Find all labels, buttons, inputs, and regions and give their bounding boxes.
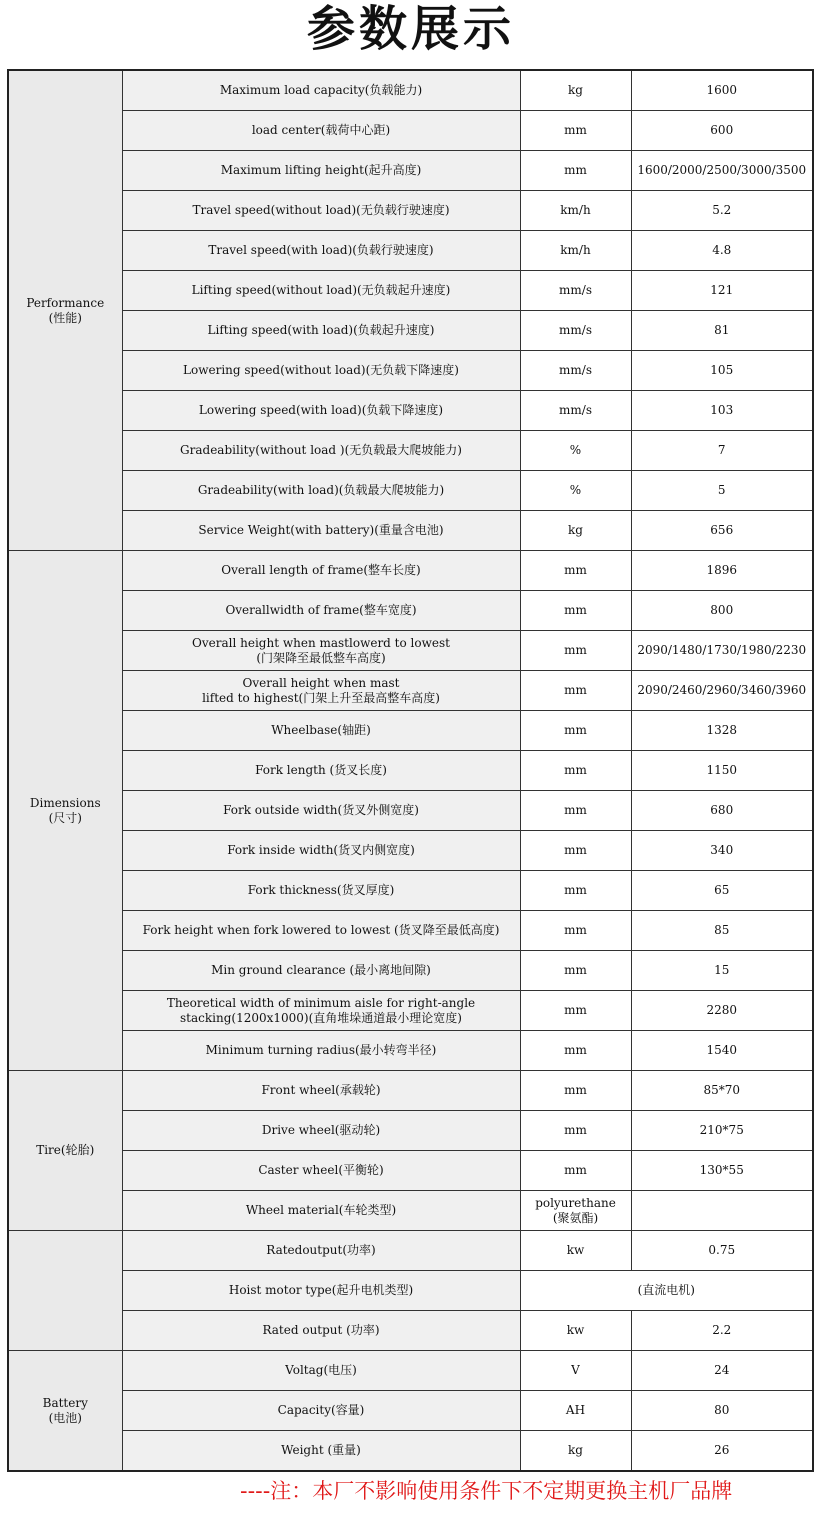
unit-cell: mm — [520, 631, 631, 671]
spec-row — [8, 1231, 813, 1271]
unit-cell: kw — [520, 1311, 631, 1351]
spec-row — [8, 1071, 813, 1111]
unit-cell: mm/s — [520, 391, 631, 431]
value-cell: 7 — [631, 431, 813, 471]
parameter-cell: Minimum turning radius(最小转弯半径) — [122, 1031, 520, 1071]
value-cell: 105 — [631, 351, 813, 391]
unit-cell: mm — [520, 1071, 631, 1111]
parameter-cell: Wheel material(车轮类型) — [122, 1191, 520, 1231]
spec-row — [8, 391, 813, 431]
unit-cell: mm — [520, 1111, 631, 1151]
parameter-cell: Maximum load capacity(负载能力) — [122, 70, 520, 111]
unit-cell: mm — [520, 151, 631, 191]
value-cell: 65 — [631, 871, 813, 911]
value-cell: 1150 — [631, 751, 813, 791]
parameter-cell: Gradeability(with load)(负载最大爬坡能力) — [122, 471, 520, 511]
unit-cell: mm/s — [520, 351, 631, 391]
spec-row — [8, 1191, 813, 1231]
value-cell: 600 — [631, 111, 813, 151]
parameter-cell: Service Weight(with battery)(重量含电池) — [122, 511, 520, 551]
parameter-cell: Lowering speed(without load)(无负载下降速度) — [122, 351, 520, 391]
spec-row — [8, 70, 813, 111]
parameter-cell: Lowering speed(with load)(负载下降速度) — [122, 391, 520, 431]
parameter-cell: Overall height when mast lifted to highest(门架上升至最高整车高度) — [122, 671, 520, 711]
value-cell: 15 — [631, 951, 813, 991]
unit-cell: mm — [520, 791, 631, 831]
category-cell: Dimensions (尺寸) — [8, 551, 122, 1071]
spec-row — [8, 1311, 813, 1351]
value-cell: 1600 — [631, 70, 813, 111]
spec-row — [8, 471, 813, 511]
spec-row — [8, 631, 813, 671]
unit-cell: AH — [520, 1391, 631, 1431]
parameter-cell: Travel speed(without load)(无负载行驶速度) — [122, 191, 520, 231]
spec-row — [8, 591, 813, 631]
parameter-cell: Fork thickness(货叉厚度) — [122, 871, 520, 911]
spec-row — [8, 111, 813, 151]
unit-cell: mm — [520, 551, 631, 591]
merged-value-cell: (直流电机) — [520, 1271, 813, 1311]
unit-cell: V — [520, 1351, 631, 1391]
value-cell: 80 — [631, 1391, 813, 1431]
value-cell: 85 — [631, 911, 813, 951]
unit-cell: mm — [520, 671, 631, 711]
unit-cell: % — [520, 471, 631, 511]
spec-row — [8, 151, 813, 191]
parameter-cell: Overall length of frame(整车长度) — [122, 551, 520, 591]
unit-cell: mm — [520, 831, 631, 871]
value-cell: 210*75 — [631, 1111, 813, 1151]
value-cell: 24 — [631, 1351, 813, 1391]
parameter-cell: Fork height when fork lowered to lowest (货叉降至最低高度) — [122, 911, 520, 951]
spec-row — [8, 511, 813, 551]
value-cell: 5 — [631, 471, 813, 511]
unit-cell: mm/s — [520, 311, 631, 351]
value-cell: 800 — [631, 591, 813, 631]
footer-note: ----注：本厂不影响使用条件下不定期更换主机厂品牌 — [240, 1479, 733, 1503]
unit-cell: mm — [520, 591, 631, 631]
parameter-cell: Rated output (功率) — [122, 1311, 520, 1351]
unit-cell: polyurethane (聚氨酯) — [520, 1191, 631, 1231]
value-cell: 2.2 — [631, 1311, 813, 1351]
parameter-cell: Fork inside width(货叉内侧宽度) — [122, 831, 520, 871]
unit-cell: mm — [520, 871, 631, 911]
spec-row — [8, 551, 813, 591]
spec-row — [8, 831, 813, 871]
spec-row — [8, 951, 813, 991]
spec-table — [7, 69, 814, 1472]
parameter-cell: Hoist motor type(起升电机类型) — [122, 1271, 520, 1311]
parameter-cell: Wheelbase(轴距) — [122, 711, 520, 751]
spec-row — [8, 1391, 813, 1431]
spec-row — [8, 431, 813, 471]
unit-cell: kg — [520, 70, 631, 111]
unit-cell: kg — [520, 1431, 631, 1472]
value-cell: 85*70 — [631, 1071, 813, 1111]
value-cell: 130*55 — [631, 1151, 813, 1191]
unit-cell: km/h — [520, 191, 631, 231]
parameter-cell: Caster wheel(平衡轮) — [122, 1151, 520, 1191]
spec-row — [8, 231, 813, 271]
value-cell: 2090/2460/2960/3460/3960 — [631, 671, 813, 711]
spec-row — [8, 191, 813, 231]
spec-row — [8, 791, 813, 831]
parameter-cell: Fork length (货叉长度) — [122, 751, 520, 791]
cut-off-text-line — [240, 1516, 800, 1524]
value-cell: 2090/1480/1730/1980/2230 — [631, 631, 813, 671]
spec-row — [8, 991, 813, 1031]
parameter-cell: Overall height when mastlowerd to lowest (门架降至最低整车高度) — [122, 631, 520, 671]
value-cell: 103 — [631, 391, 813, 431]
parameter-cell: Drive wheel(驱动轮) — [122, 1111, 520, 1151]
unit-cell: mm — [520, 951, 631, 991]
value-cell: 1896 — [631, 551, 813, 591]
parameter-cell: Theoretical width of minimum aisle for right-angle stacking(1200x1000)(直角堆垛通道最小理论宽度) — [122, 991, 520, 1031]
unit-cell: mm — [520, 1151, 631, 1191]
spec-row — [8, 1431, 813, 1472]
value-cell: 5.2 — [631, 191, 813, 231]
unit-cell: mm — [520, 991, 631, 1031]
spec-row — [8, 711, 813, 751]
parameter-cell: Travel speed(with load)(负载行驶速度) — [122, 231, 520, 271]
value-cell: 0.75 — [631, 1231, 813, 1271]
value-cell: 1328 — [631, 711, 813, 751]
category-cell — [8, 1231, 122, 1351]
parameter-cell: load center(载荷中心距) — [122, 111, 520, 151]
unit-cell: kw — [520, 1231, 631, 1271]
unit-cell: mm — [520, 111, 631, 151]
parameter-cell: Lifting speed(with load)(负载起升速度) — [122, 311, 520, 351]
parameter-cell: Maximum lifting height(起升高度) — [122, 151, 520, 191]
value-cell: 340 — [631, 831, 813, 871]
spec-row — [8, 271, 813, 311]
value-cell: 656 — [631, 511, 813, 551]
value-cell: 26 — [631, 1431, 813, 1472]
value-cell: 121 — [631, 271, 813, 311]
unit-cell: mm — [520, 1031, 631, 1071]
parameter-cell: Voltag(电压) — [122, 1351, 520, 1391]
unit-cell: kg — [520, 511, 631, 551]
unit-cell: km/h — [520, 231, 631, 271]
value-cell: 81 — [631, 311, 813, 351]
unit-cell: % — [520, 431, 631, 471]
parameter-cell: Weight (重量) — [122, 1431, 520, 1472]
value-cell: 2280 — [631, 991, 813, 1031]
unit-cell: mm/s — [520, 271, 631, 311]
value-cell: 1540 — [631, 1031, 813, 1071]
unit-cell: mm — [520, 711, 631, 751]
spec-row — [8, 1031, 813, 1071]
unit-cell: mm — [520, 911, 631, 951]
parameter-cell: Lifting speed(without load)(无负载起升速度) — [122, 271, 520, 311]
spec-row — [8, 911, 813, 951]
category-cell: Tire(轮胎) — [8, 1071, 122, 1231]
page-title: 参数展示 — [306, 1, 515, 57]
spec-row — [8, 1151, 813, 1191]
category-cell: Performance (性能) — [8, 70, 122, 551]
spec-row — [8, 351, 813, 391]
spec-row — [8, 751, 813, 791]
spec-row — [8, 311, 813, 351]
spec-row — [8, 871, 813, 911]
parameter-cell: Min ground clearance (最小离地间隙) — [122, 951, 520, 991]
spec-row — [8, 1271, 813, 1311]
parameter-cell: Capacity(容量) — [122, 1391, 520, 1431]
value-cell: 1600/2000/2500/3000/3500 — [631, 151, 813, 191]
unit-cell: mm — [520, 751, 631, 791]
parameter-cell: Ratedoutput(功率) — [122, 1231, 520, 1271]
parameter-cell: Overallwidth of frame(整车宽度) — [122, 591, 520, 631]
spec-row — [8, 1351, 813, 1391]
value-cell — [631, 1191, 813, 1231]
category-cell: Battery (电池) — [8, 1351, 122, 1472]
value-cell: 4.8 — [631, 231, 813, 271]
parameter-cell: Front wheel(承载轮) — [122, 1071, 520, 1111]
value-cell: 680 — [631, 791, 813, 831]
spec-row — [8, 1111, 813, 1151]
spec-row — [8, 671, 813, 711]
parameter-cell: Fork outside width(货叉外侧宽度) — [122, 791, 520, 831]
parameter-cell: Gradeability(without load )(无负载最大爬坡能力) — [122, 431, 520, 471]
